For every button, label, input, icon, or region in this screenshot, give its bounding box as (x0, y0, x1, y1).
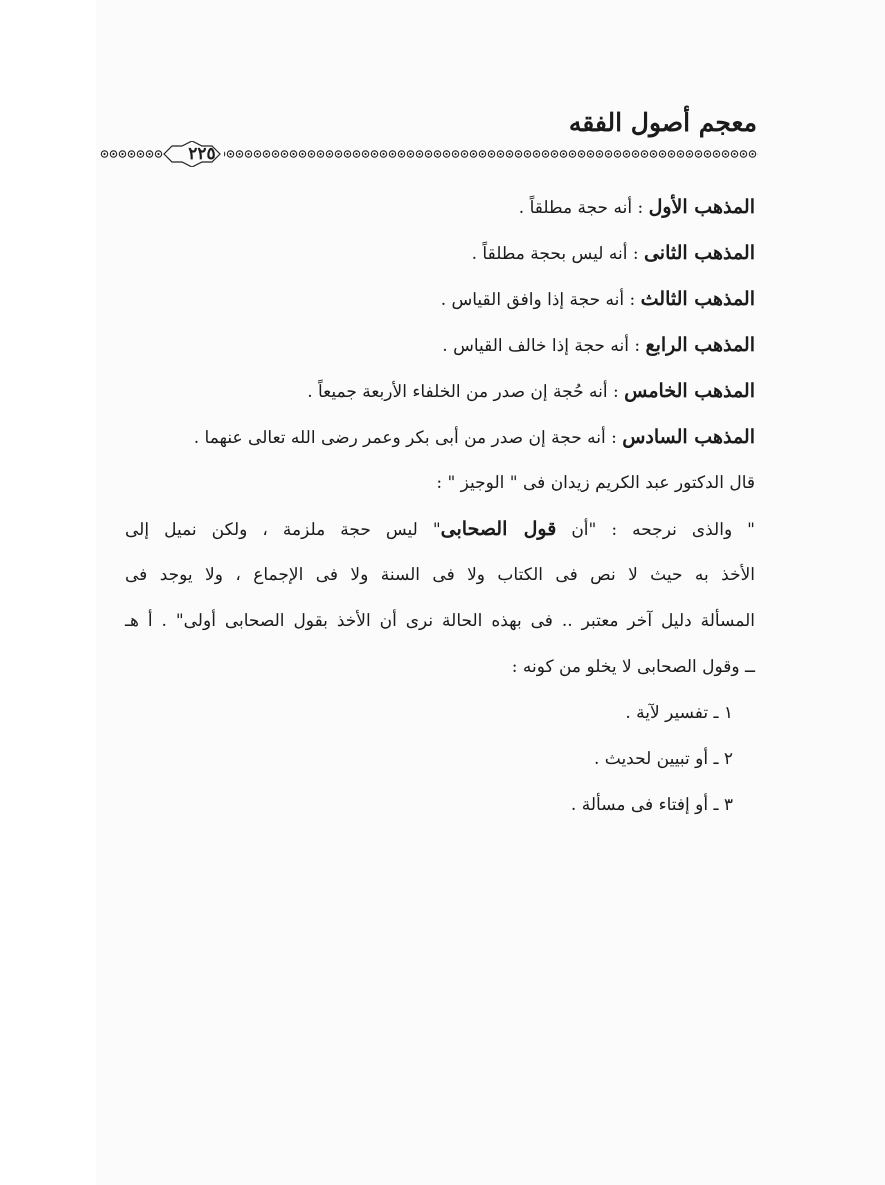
school-line-2 (125, 230, 755, 276)
school-label: المذهب السادس (622, 426, 755, 448)
school-label: المذهب الثانى (643, 242, 755, 264)
list-item: ٣ ـ أو إفتاء فى مسألة . (570, 795, 733, 815)
school-text: : أنه حجة مطلقاً . (518, 198, 649, 218)
quote-emphasis: قول الصحابى (440, 518, 557, 540)
scan-margin (0, 0, 96, 1185)
quote-text: " والذى نرجحه : "أن (556, 520, 755, 540)
school-text: : أنه حجة إذا وافق القياس . (440, 290, 641, 310)
school-line-5 (125, 368, 755, 414)
school-line-4 (125, 322, 755, 368)
running-title: معجم أصول الفقه (568, 108, 757, 137)
school-line-3 (125, 276, 755, 322)
page-number: ٢٢٥ (188, 144, 216, 164)
list-item: ٢ ـ أو تبيين لحديث . (593, 749, 733, 769)
school-line-6 (125, 414, 755, 460)
school-text: : أنه حجة إن صدر من أبى بكر وعمر رضى الله تعالى عنهما . (193, 428, 623, 448)
school-text: : أنه ليس بحجة مطلقاً . (471, 244, 644, 264)
list-item: ١ ـ تفسير لآية . (625, 703, 733, 723)
quote-intro: قال الدكتور عبد الكريم زيدان فى " الوجيز " : (436, 473, 755, 493)
page-body (125, 184, 755, 828)
quote-line-3: المسألة دليل آخر معتبر .. فى بهذه الحالة نرى أن الأخذ بقول الصحابى أولى" . أ هـ (125, 611, 755, 631)
school-label: المذهب الرابع (645, 334, 755, 356)
quote-line-1 (125, 506, 755, 552)
school-line-1 (125, 184, 755, 230)
summary-line: ــ وقول الصحابى لا يخلو من كونه : (511, 657, 755, 677)
quote-text: " ليس حجة ملزمة ، ولكن نميل إلى (125, 520, 441, 540)
school-label: المذهب الأول (648, 196, 755, 218)
school-text: : أنه حُجة إن صدر من الخلفاء الأربعة جميعاً . (307, 382, 625, 402)
school-label: المذهب الثالث (640, 288, 755, 310)
school-label: المذهب الخامس (624, 380, 755, 402)
quote-line-2: الأخذ به حيث لا نص فى الكتاب ولا فى السنة ولا فى الإجماع ، ولا يوجد فى (125, 565, 755, 585)
school-text: : أنه حجة إذا خالف القياس . (442, 336, 646, 356)
